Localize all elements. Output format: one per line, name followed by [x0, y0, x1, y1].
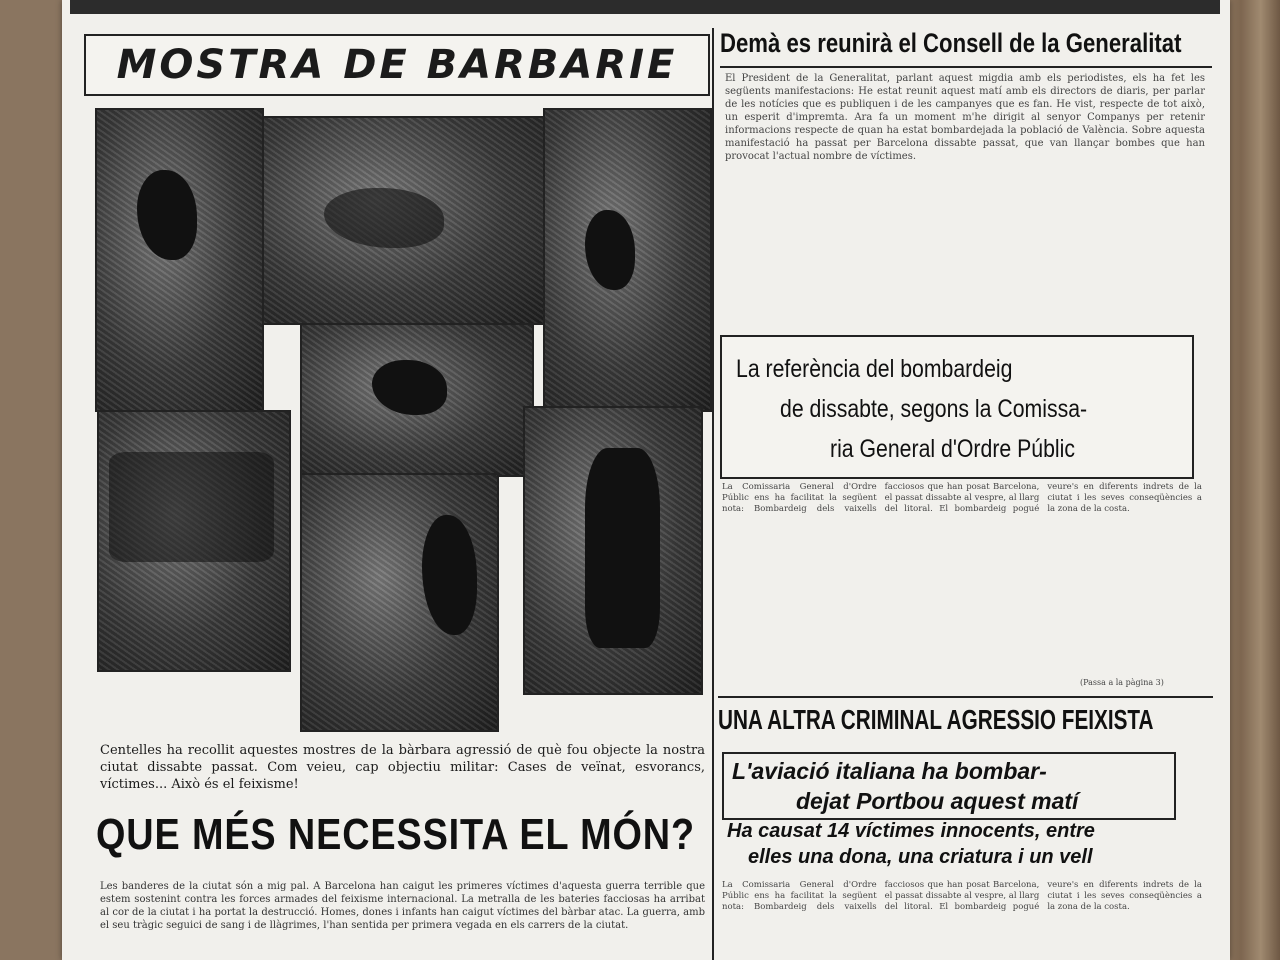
photo-ruined-doorway [523, 406, 703, 695]
photo-wall-crater [300, 323, 534, 477]
ref-line-1: La referència del bombardeig [736, 355, 1013, 383]
aviacio-line-1: L'aviació italiana ha bombar- [732, 758, 1047, 784]
article-portbou [722, 880, 1202, 960]
masthead-strip [70, 0, 1220, 14]
photo-caption: Centelles ha recollit aquestes mostres de la bàrbara agressió de què fou objecte la nostra ciutat dissabte passat. Com veieu, cap objectiu militar: Cases de veïnat, esvorancs, víctimes... Això és el feixisme! [100, 743, 705, 792]
article-portbou-text: La Comissaria General d'Ordre Públic ens ha facilitat la següent nota: Bombardeig dels vaixells facciosos que han posat Barcelona, el passat dissabte al vespre, al llarg del litoral. El bombardeig pogué veure's en diferents indrets de la ciutat i les seves conseqüències a la zona de la costa. [722, 880, 1202, 912]
subhead-line-1: Ha causat 14 víctimes innocents, entre [727, 820, 1095, 842]
ref-line-2: de dissabte, segons la Comissa- [780, 395, 1088, 423]
headline-underline [720, 66, 1212, 68]
article-body-left: Les banderes de la ciutat són a mig pal. A Barcelona han caigut les primeres víctimes d'aquesta guerra terrible que estem sostenint contra les forces armades del feixisme internacional. La metralla de les bateries facciosas ha arribat al cor de la ciutat i ha portat la destrucció. Homes, dones i infants han caigut víctimes del bàrbar atac. La guerra, amb el seu tràgic seguici de sang i de llàgrimes, l'han sentida per primera vegada en els carrers de la ciutat. [100, 881, 705, 931]
aviacio-line-2: dejat Portbou aquest matí [796, 788, 1079, 814]
ref-article-columns: La Comissaria General d'Ordre Públic ens ha facilitat la següent nota: Bombardeig dels vaixells facciosos que han posat Barcelona, el passat dissabte al vespre, al llarg del litoral. El bombardeig pogué veure's en diferents indrets de la ciutat i les seves conseqüències a la zona de la costa. [722, 482, 1202, 514]
section-rule [718, 696, 1213, 698]
photo-brick-wall [262, 116, 546, 325]
aviacio-box [722, 752, 1176, 820]
ref-line-3: ria General d'Ordre Públic [830, 435, 1075, 463]
photo-crowd [97, 410, 291, 672]
article-consell: El President de la Generalitat, parlant aquest migdia amb els periodistes, els ha fet les següents manifestacions: He estat reunit aquest matí amb els directors de diaris, per parlar de les notícies que es publiquen i de les campanyes que es fan. He vist, respecte de tot això, un esperit d'impremta. Ara fa un moment m'he dirigit al senyor Companys per retenir informacions respecte de quan ha estat bombardejada la població de València. Sobre aquesta manifestació ha passat per Barcelona dissabte passat, que van llançar bombes que han provocat l'actual nombre de víctimes. [725, 73, 1205, 162]
headline-que-mes-necessita: QUE MÉS NECESSITA EL MÓN? [96, 810, 695, 859]
headline-mostra-de-barbarie: MOSTRA DE BARBARIE [116, 42, 678, 88]
headline-agressio-feixista: UNA ALTRA CRIMINAL AGRESSIO FEIXISTA [718, 704, 1154, 735]
headline-consell-generalitat: Demà es reunirà el Consell de la Generalitat [720, 28, 1182, 58]
photo-broken-wall [300, 473, 499, 732]
photo-collage [95, 108, 710, 748]
referencia-box [720, 335, 1194, 479]
photo-facade-hole [543, 108, 712, 412]
subhead-line-2: elles una dona, una criatura i un vell [748, 846, 1093, 868]
continued-note: (Passa a la pàgina 3) [1080, 678, 1164, 687]
column-rule [712, 28, 714, 960]
photo-damaged-building [95, 108, 264, 412]
headline-box-mostra [84, 34, 710, 96]
